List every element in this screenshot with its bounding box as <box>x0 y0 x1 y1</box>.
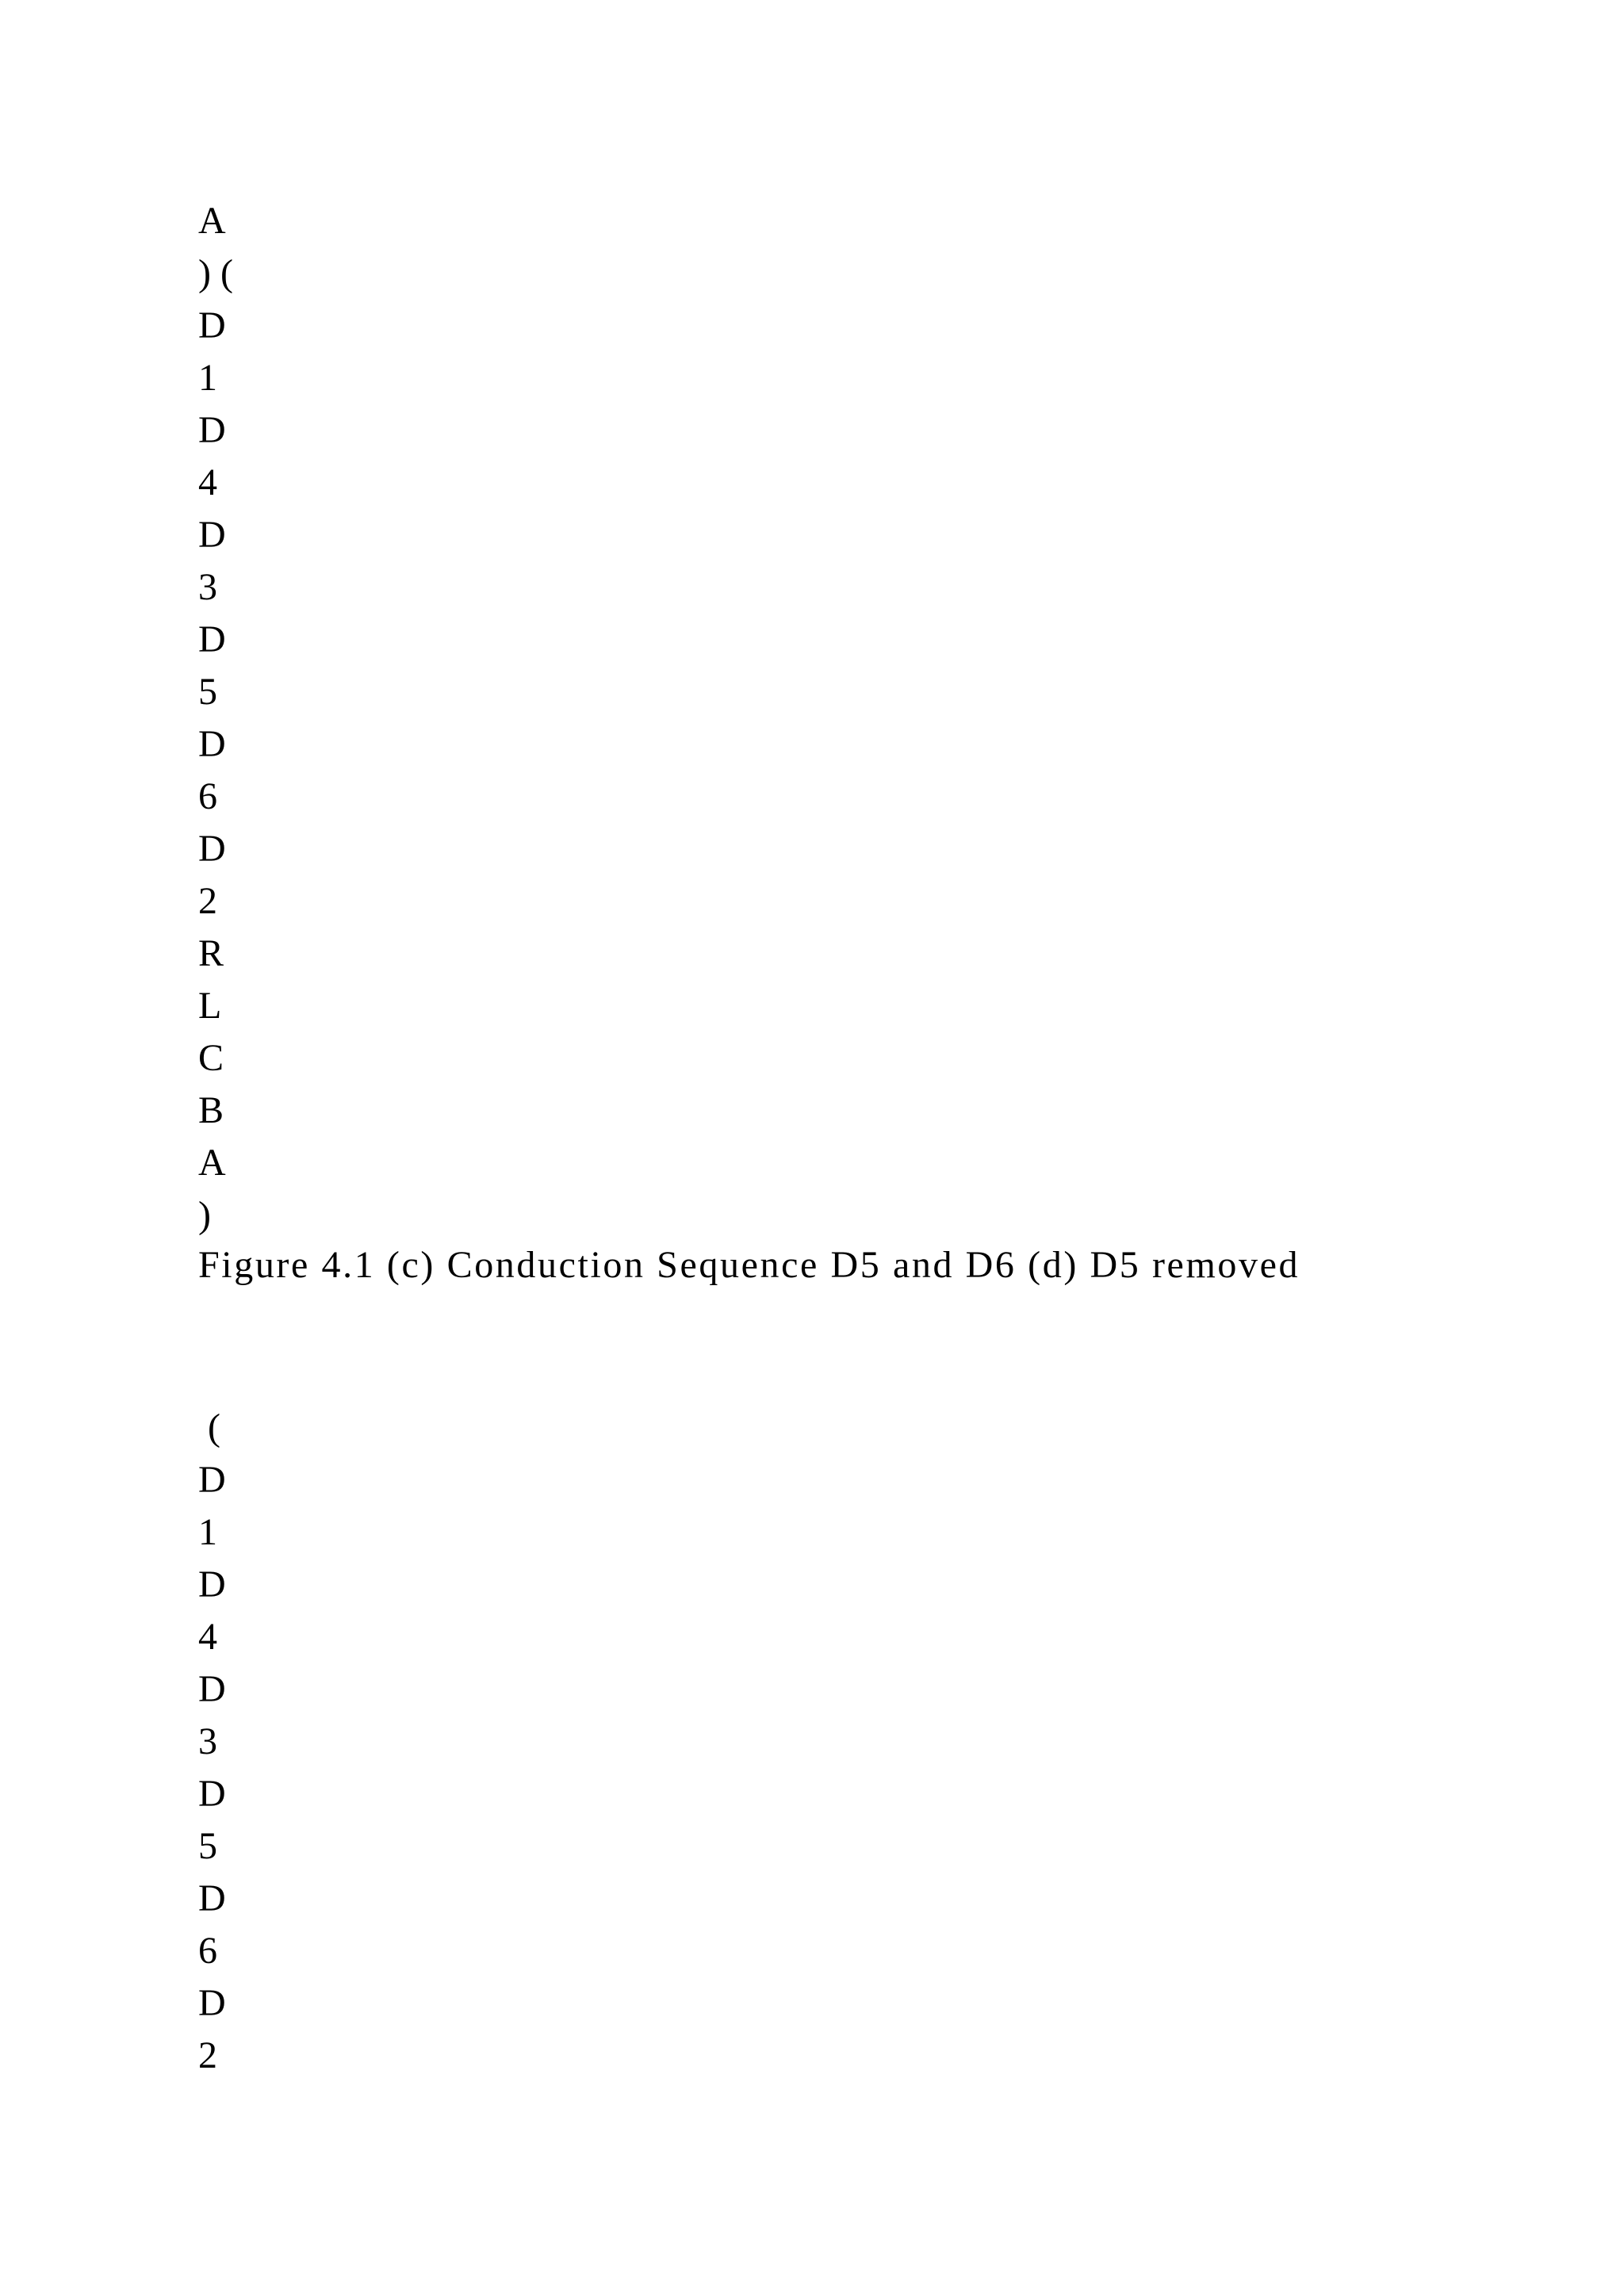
figure-label: ) ( <box>198 252 233 294</box>
figure-label: 4 <box>198 461 217 503</box>
figure-label: ( <box>198 1406 220 1448</box>
figure-label-list-bottom <box>198 1402 226 2082</box>
figure-label: 5 <box>198 1825 217 1867</box>
figure-label: A <box>198 1142 226 1184</box>
figure-label: 3 <box>198 566 217 608</box>
figure-label: 1 <box>198 357 217 399</box>
figure-label: 6 <box>198 1930 217 1972</box>
figure-label: 6 <box>198 775 217 817</box>
figure-label: D <box>198 409 226 451</box>
figure-label: C <box>198 1037 224 1079</box>
figure-label: 3 <box>198 1720 217 1762</box>
figure-label: B <box>198 1089 224 1131</box>
figure-label: 2 <box>198 880 217 922</box>
figure-label: ) <box>198 1194 211 1236</box>
figure-label: D <box>198 514 226 556</box>
figure-label: D <box>198 304 226 346</box>
figure-label: D <box>198 828 226 870</box>
figure-label-list-top <box>198 195 233 1242</box>
figure-label: 5 <box>198 671 217 713</box>
figure-label: D <box>198 1877 226 1919</box>
figure-label: 4 <box>198 1616 217 1658</box>
figure-caption: Figure 4.1 (c) Conduction Sequence D5 and D6 (d) D5 removed <box>198 1244 1300 1286</box>
figure-label: D <box>198 1563 226 1605</box>
figure-label: D <box>198 723 226 765</box>
figure-label: D <box>198 618 226 660</box>
figure-label: D <box>198 1982 226 2024</box>
figure-label: A <box>198 200 226 242</box>
figure-label: 1 <box>198 1511 217 1553</box>
figure-label: D <box>198 1773 226 1815</box>
figure-label: 2 <box>198 2034 217 2076</box>
figure-label: R <box>198 932 224 974</box>
figure-label: D <box>198 1668 226 1710</box>
figure-label: L <box>198 985 222 1027</box>
figure-label: D <box>198 1459 226 1501</box>
